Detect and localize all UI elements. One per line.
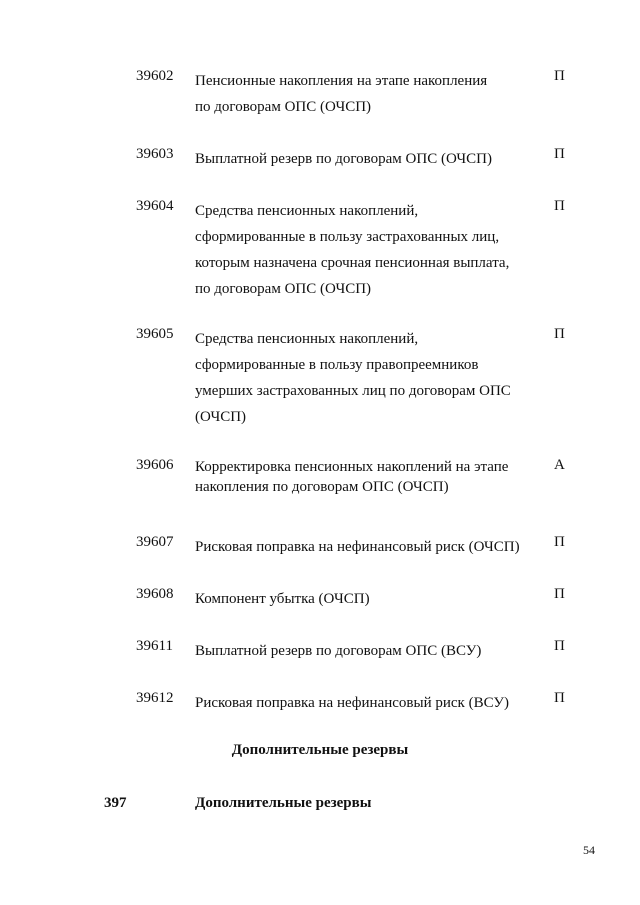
account-description [195,198,517,302]
description-line: Средства пенсионных накоплений, [195,203,419,219]
account-type: А [554,457,565,473]
description-line: которым назначена срочная пенсионная выплата, [195,255,510,271]
account-type: П [554,638,565,654]
description-line: (ОЧСП) [195,409,247,425]
account-code: 39611 [136,638,173,654]
account-type: П [554,690,565,706]
account-code: 39605 [136,326,174,342]
description-line: Компонент убытка (ОЧСП) [195,591,370,607]
description-line: Корректировка пенсионных накоплений на этапе [195,459,509,475]
description-line: Пенсионные накопления на этапе накопления [195,73,488,89]
description-line: накопления по договорам ОПС (ОЧСП) [195,479,449,495]
account-code: 39603 [136,146,174,162]
account-description [195,68,517,120]
description-line: по договорам ОПС (ОЧСП) [195,99,372,115]
group-name: Дополнительные резервы [195,795,372,811]
description-line: Средства пенсионных накоплений, [195,331,419,347]
account-description [195,534,520,560]
description-line: умерших застрахованных лиц по договорам ОПС [195,383,511,399]
section-title: Дополнительные резервы [231,742,409,758]
description-line: Рисковая поправка на нефинансовый риск (ВСУ) [195,695,510,711]
account-type: П [554,146,565,162]
account-description [195,457,517,497]
account-code: 39602 [136,68,174,84]
account-code: 39612 [136,690,174,706]
account-code: 39604 [136,198,174,214]
description-line: сформированные в пользу застрахованных лиц, [195,229,500,245]
account-type: П [554,534,565,550]
account-description [195,146,517,172]
group-code: 397 [104,795,127,811]
description-line: по договорам ОПС (ОЧСП) [195,281,372,297]
description-line: сформированные в пользу правопреемников [195,357,479,373]
page-number: 54 [583,843,595,857]
account-description [195,326,517,430]
account-type: П [554,326,565,342]
account-type: П [554,68,565,84]
account-type: П [554,198,565,214]
account-code: 39606 [136,457,174,473]
description-line: Выплатной резерв по договорам ОПС (ВСУ) [195,643,482,659]
account-code: 39607 [136,534,174,550]
description-line: Выплатной резерв по договорам ОПС (ОЧСП) [195,151,493,167]
account-code: 39608 [136,586,174,602]
account-description [195,638,517,664]
description-line: Рисковая поправка на нефинансовый риск (ОЧСП) [195,539,520,555]
account-description [195,586,517,612]
account-description [195,690,517,716]
account-type: П [554,586,565,602]
